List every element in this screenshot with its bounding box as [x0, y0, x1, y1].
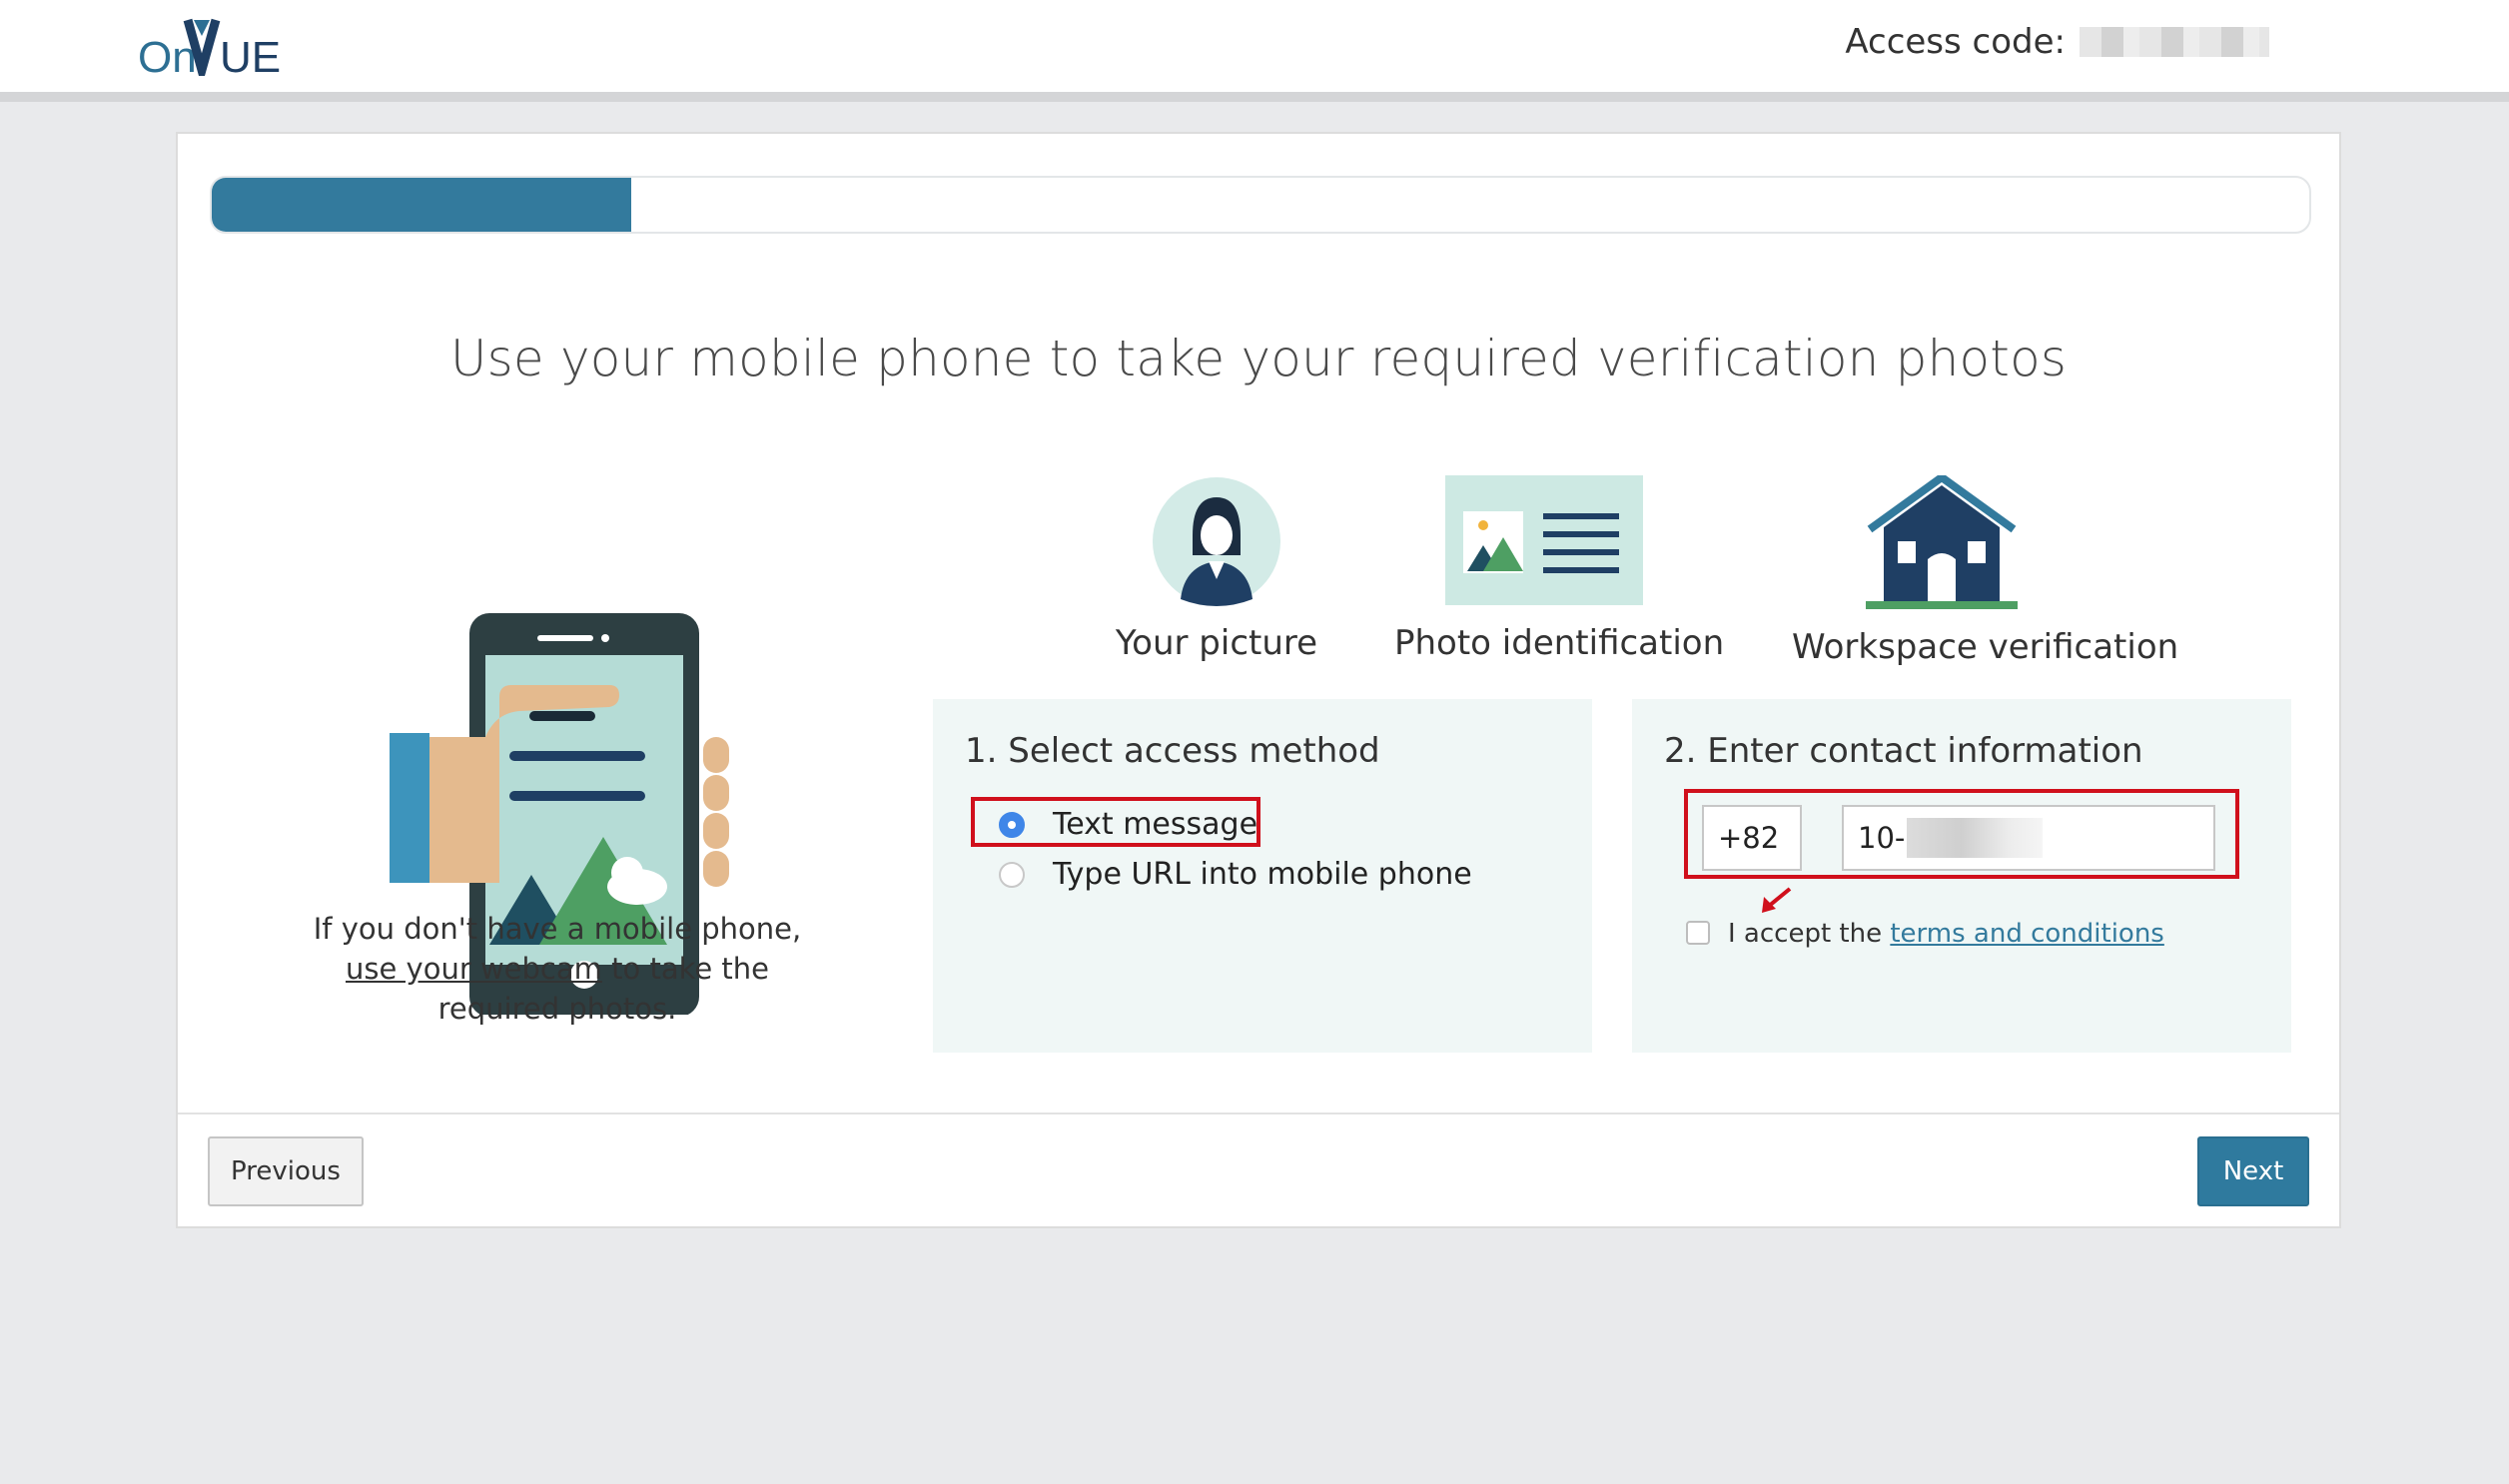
red-arrow-annotation-icon — [1758, 885, 1794, 915]
onvue-logo — [138, 14, 288, 80]
contact-info-panel — [1632, 699, 2291, 1053]
footer-divider — [178, 1113, 2339, 1114]
radio-option-type-url[interactable] — [999, 857, 1472, 892]
page-title: Use your mobile phone to take your required verification photos — [449, 330, 2068, 387]
next-button[interactable]: Next — [2197, 1136, 2309, 1206]
webcam-note-text-before: If you don't have a mobile phone, — [313, 912, 802, 946]
access-code-label: Access code: — [1845, 22, 2066, 62]
accept-terms-text: I accept the — [1728, 919, 1891, 949]
terms-and-conditions-link[interactable]: terms and conditions — [1890, 919, 2164, 949]
webcam-alternative-note — [298, 909, 817, 1029]
step-photo-identification — [1394, 475, 1725, 663]
accept-terms-checkbox[interactable] — [1686, 921, 1710, 945]
step-label: Workspace verification — [1792, 627, 2179, 667]
radio-button-type-url[interactable] — [999, 862, 1025, 888]
step-label: Your picture — [1115, 623, 1318, 663]
radio-option-text-message[interactable] — [999, 807, 1257, 842]
access-method-title: 1. Select access method — [965, 731, 1380, 771]
radio-label: Text message — [1053, 807, 1258, 842]
webcam-note-text-after: to take the required photos. — [437, 952, 770, 1026]
access-method-panel — [933, 699, 1592, 1053]
access-code — [1845, 22, 2269, 62]
progress-bar-fill — [212, 178, 631, 232]
step-label: Photo identification — [1394, 623, 1725, 663]
country-code-field[interactable] — [1702, 805, 1802, 871]
step-workspace-verification — [1792, 475, 2179, 667]
phone-number-redacted — [1907, 818, 2043, 858]
radio-button-text-message[interactable] — [999, 812, 1025, 838]
id-card-icon — [1443, 475, 1645, 607]
house-icon — [1862, 475, 2022, 611]
top-bar — [0, 0, 2509, 102]
previous-button[interactable]: Previous — [208, 1136, 364, 1206]
progress-bar — [210, 176, 2311, 234]
country-code-value: +82 — [1718, 821, 1780, 855]
phone-number-prefix: 10- — [1858, 821, 1906, 855]
access-code-value-redacted — [2080, 27, 2269, 57]
svg-text:On: On — [138, 33, 197, 76]
svg-text:UE: UE — [220, 33, 282, 76]
contact-info-title: 2. Enter contact information — [1664, 731, 2143, 771]
step-your-picture — [1067, 475, 1366, 663]
radio-label: Type URL into mobile phone — [1053, 857, 1472, 892]
use-webcam-link[interactable]: use your webcam — [345, 952, 602, 986]
verification-card — [176, 132, 2341, 1228]
phone-number-field[interactable] — [1842, 805, 2215, 871]
accept-terms-label — [1728, 919, 2164, 949]
person-icon — [1151, 475, 1282, 607]
